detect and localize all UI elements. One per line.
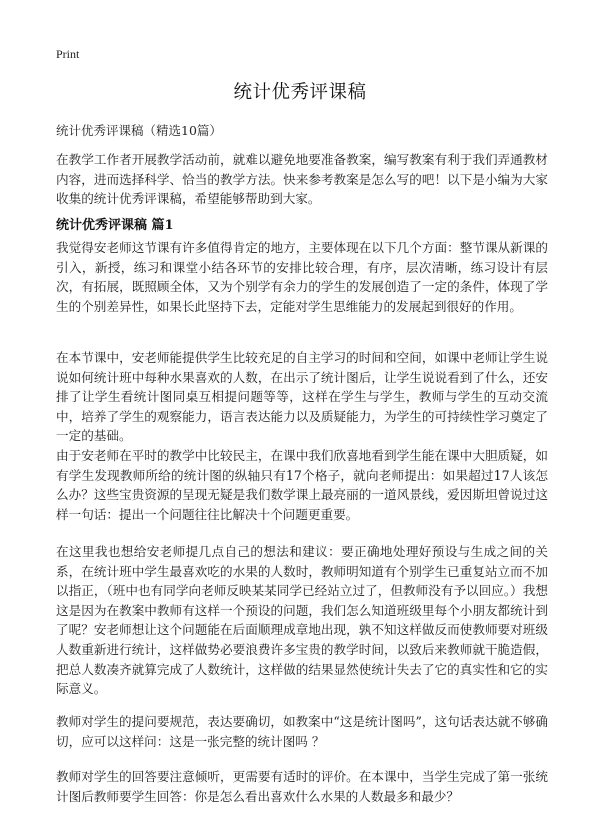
body-paragraph-1: 我觉得安老师这节课有许多值得肯定的地方，主要体现在以下几个方面：整节课从新课的引入，新授，练习和课堂小结各环节的安排比较合理，有序，层次清晰，练习设计有层次，有拓展，既照顾全体，又为个别学有余力的学生的发展创造了一定的条件，体现了学生的个别差异性，如果长此坚持下去，定能对学生思维能力的发展起到很好的作用。 <box>56 240 548 314</box>
body-paragraph-5: 教师对学生的提问要规范，表达要确切，如教案中“这是统计图吗”，这句话表达就不够确切，应可以这样问：这是一张完整的统计图吗 ？ <box>56 714 548 749</box>
document-subtitle: 统计优秀评课稿（精选10篇） <box>56 123 222 138</box>
print-link[interactable]: Print <box>56 47 80 61</box>
intro-paragraph: 在教学工作者开展教学活动前，就难以避免地要准备教案，编写教案有利于我们弄通教材内容，进而选择科学、恰当的教学方法。快来参考教案是怎么写的吧！以下是小编为大家收集的统计优秀评课稿，希望能够帮助到大家。 <box>56 152 548 207</box>
page-title: 统计优秀评课稿 <box>233 82 367 103</box>
body-paragraph-6: 教师对学生的回答要注意倾听，更需要有适时的评价。在本课中，当学生完成了第一张统计图后教师要学生回答：你是怎么看出喜欢什么水果的人数最多和最少？ <box>56 769 548 804</box>
body-paragraph-2: 在本节课中，安老师能提供学生比较充足的自主学习的时间和空间，如课中老师让学生说说如何统计班中每种水果喜欢的人数，在出示了统计图后，让学生说说看到了什么，还安排了让学生看统计图同桌互相提问题等等，这样在学生与学生，教师与学生的互动交流中，培养了学生的观察能力，语言表达能力以及质疑能力，为学生的可持续性学习奠定了一定的基础。 <box>56 350 548 444</box>
body-paragraph-3: 由于安老师在平时的教学中比较民主，在课中我们欣喜地看到学生能在课中大胆质疑，如有学生发现教师所给的统计图的纵轴只有17个格子，就向老师提出：如果超过17人该怎么办？这些宝贵资源的呈现无疑是我们数学课上最亮丽的一道风景线，爱因斯坦曾说过这样一句话：提出一个问题往往比解决十个问题更重要。 <box>56 448 548 522</box>
body-paragraph-4: 在这里我也想给安老师提几点自己的想法和建议：要正确地处理好预设与生成之间的关系，在统计班中学生最喜欢吃的水果的人数时，教师明知道有个别学生已重复站立而不加以指正，（班中也有同学向老师反映某某同学已经站立过了，但教师没有予以回应。）我想这是因为在教案中教师有这样一个预设的问题，我们怎么知道班级里每个小朋友都统计到了呢？安老师想让这个问题能在后面顺理成章地出现，孰不知这样做反而使教师要对班级人数重新进行统计，这样做势必要浪费许多宝贵的教学时间，以致后来教师就干脆造假，把总人数凑齐就算完成了人数统计，这样做的结果显然使统计失去了它的真实性和它的实际意义。 <box>56 544 548 697</box>
section-heading: 统计优秀评课稿 篇1 <box>56 218 174 233</box>
